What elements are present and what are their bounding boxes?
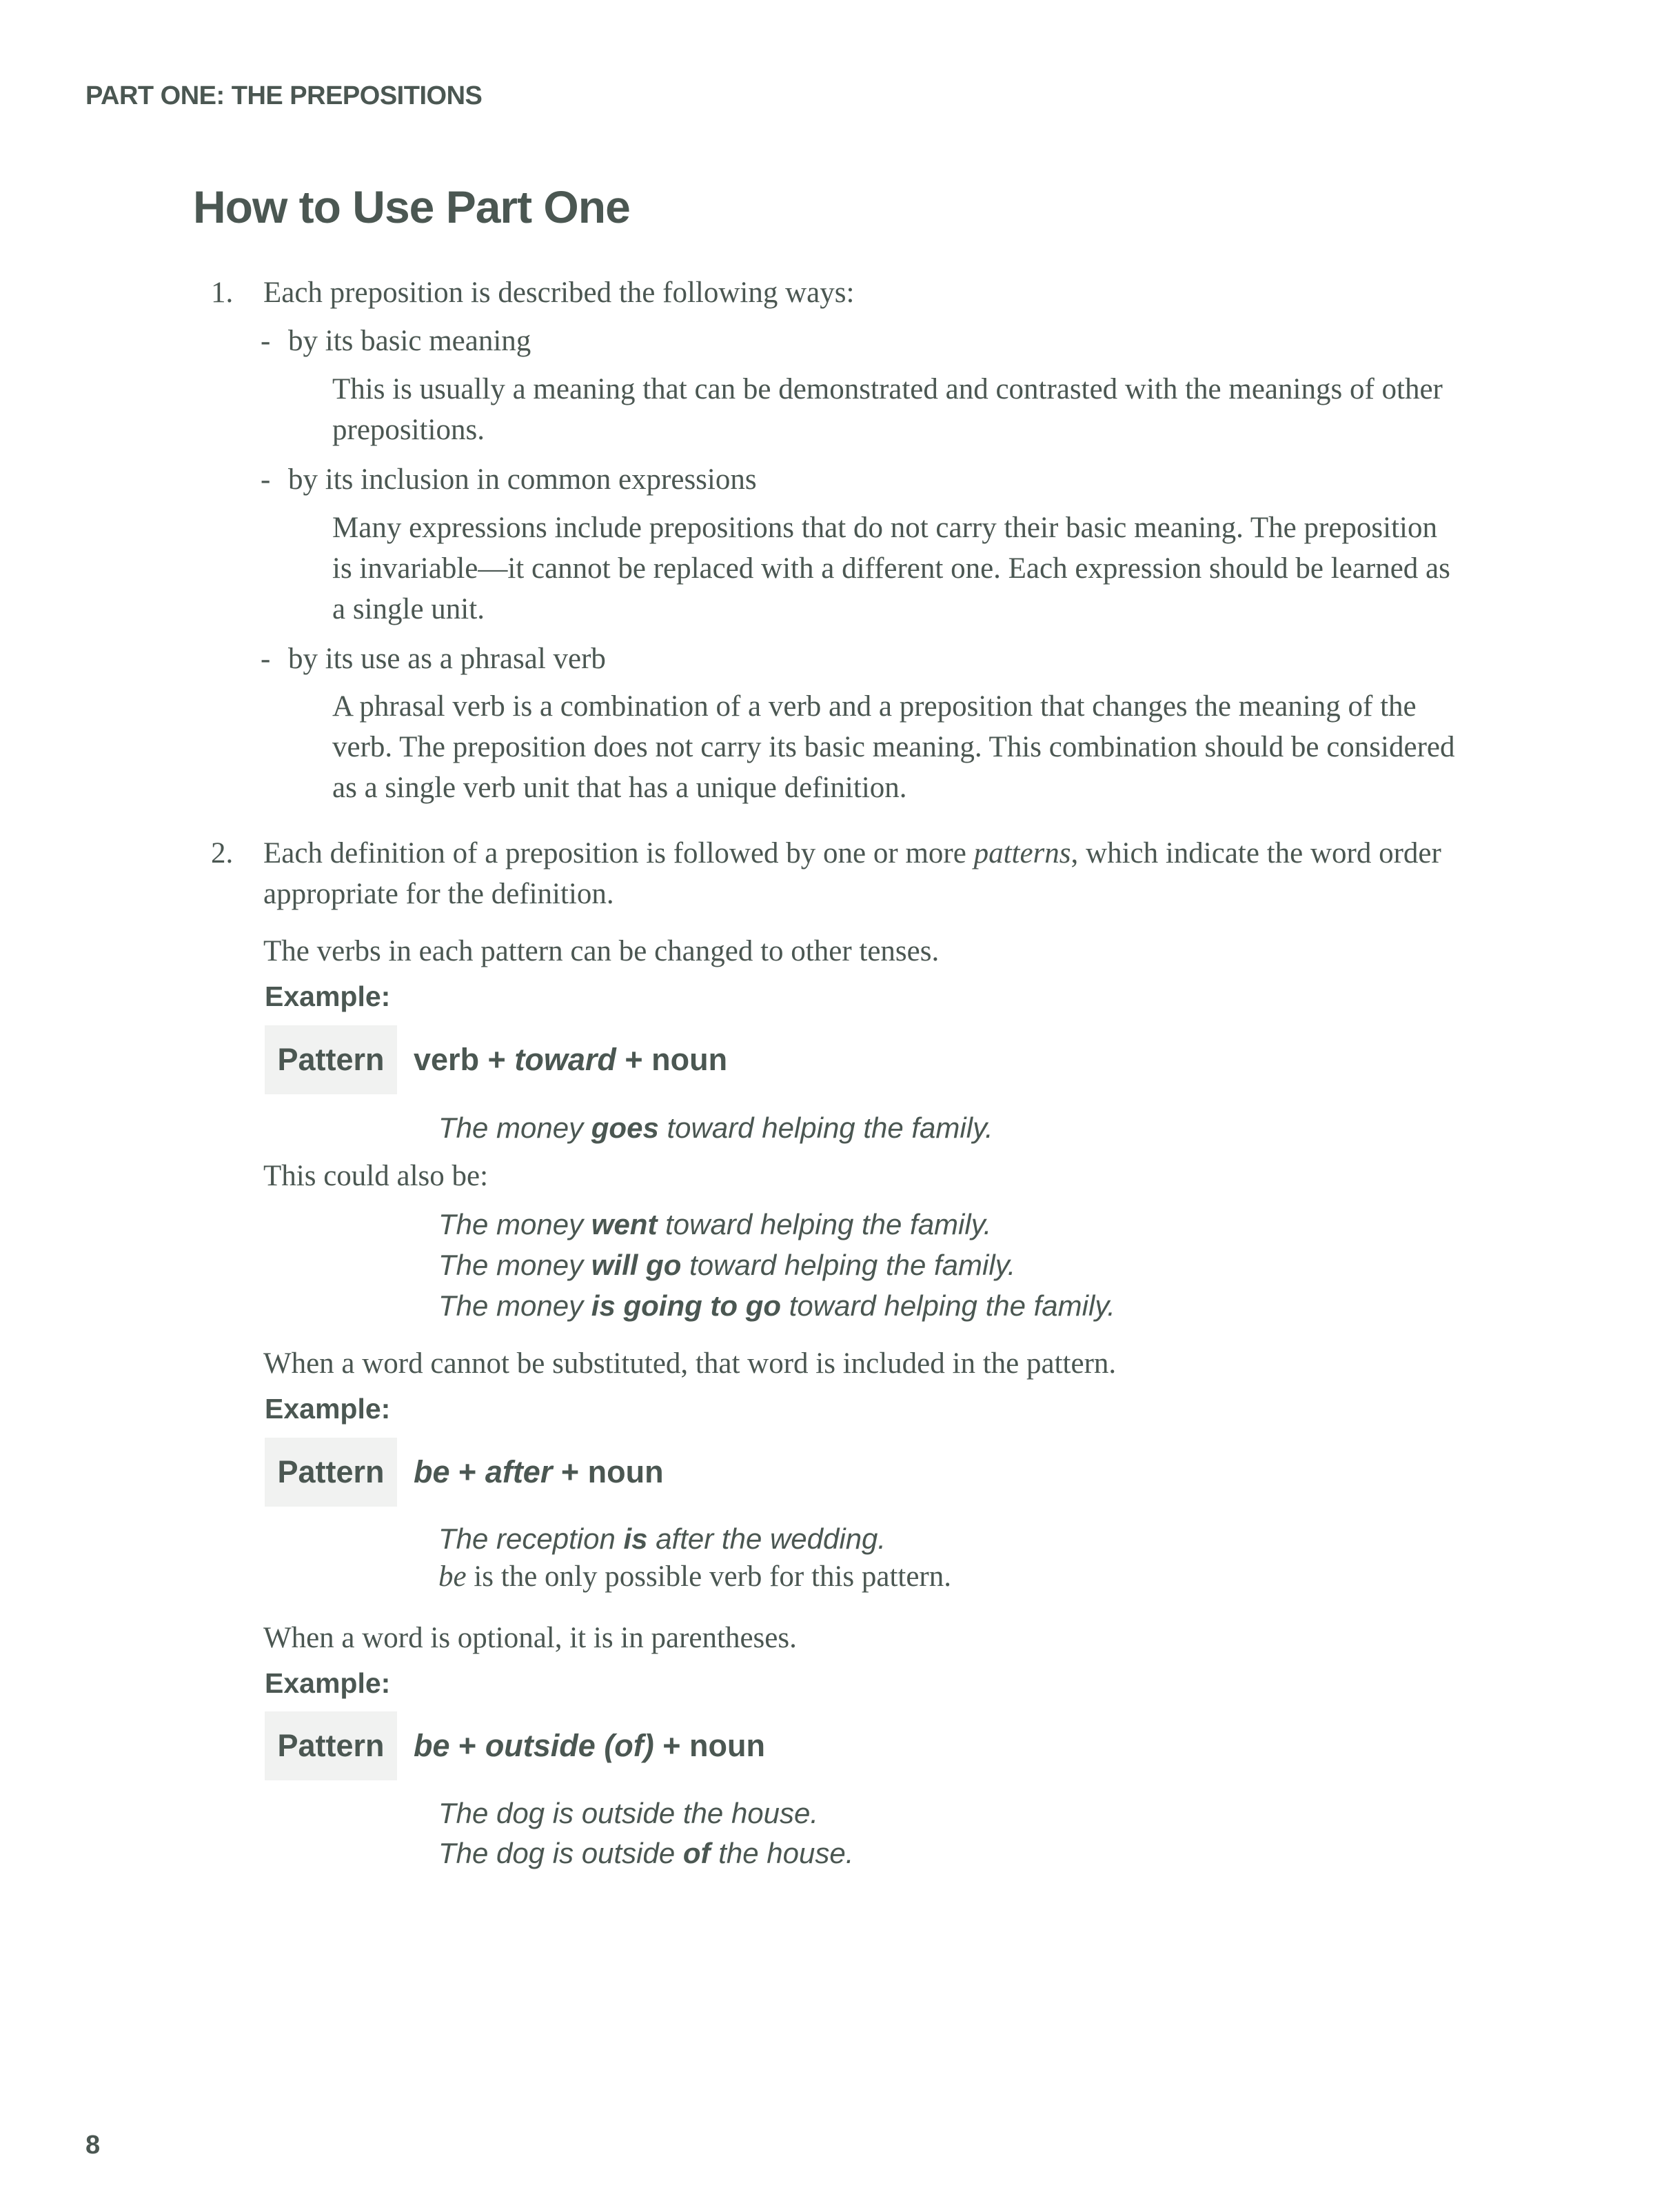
variant-sentence: The money went toward helping the family. xyxy=(438,1208,992,1240)
pattern-row-outside xyxy=(265,1711,765,1780)
pattern-formula: verb + toward + noun xyxy=(414,1042,728,1077)
example-label: Example: xyxy=(265,1667,391,1699)
pattern-label: Pattern xyxy=(265,1711,397,1780)
page-title: How to Use Part One xyxy=(193,181,630,232)
example-label: Example: xyxy=(265,981,391,1012)
variant-sentence: The money is going to go toward helping the family. xyxy=(438,1289,1115,1322)
page-number: 8 xyxy=(85,2131,101,2160)
pattern-label: Pattern xyxy=(265,1025,397,1094)
section-2-number: 2. xyxy=(211,837,234,869)
list-item-dash: - xyxy=(261,325,271,357)
pattern-formula: be + outside (of) + noun xyxy=(414,1728,766,1763)
section-2-intro: Each definition of a preposition is followed by one or more patterns, which indicate the word order appropriate for the definition. xyxy=(263,837,1441,910)
section-1-number: 1. xyxy=(211,276,234,309)
list-item-label-common-expressions: by its inclusion in common expressions xyxy=(288,463,757,496)
pattern-row-toward xyxy=(265,1025,727,1094)
list-item-desc-basic-meaning: This is usually a meaning that can be demonstrated and contrasted with the meanings of other prepositions. xyxy=(332,373,1443,446)
list-item-label-phrasal-verb: by its use as a phrasal verb xyxy=(288,643,606,675)
pattern-label: Pattern xyxy=(265,1438,397,1507)
variant-sentence: The money will go toward helping the family. xyxy=(438,1249,1016,1281)
pattern-formula: be + after + noun xyxy=(414,1454,664,1489)
example-sentence: The money goes toward helping the family. xyxy=(438,1112,993,1144)
list-item-desc-phrasal-verb: A phrasal verb is a combination of a verb and a preposition that changes the meaning of the verb. The preposition does not carry its basic meaning. This combination should be considered as a single verb unit that has a unique definition. xyxy=(332,690,1455,804)
example-label: Example: xyxy=(265,1393,391,1425)
substitution-note: When a word cannot be substituted, that word is included in the pattern. xyxy=(263,1347,1117,1380)
example-sentence: The reception is after the wedding. xyxy=(438,1522,886,1555)
term-patterns: patterns xyxy=(973,837,1071,869)
pattern-note: be is the only possible verb for this pattern. xyxy=(438,1560,952,1593)
list-item-dash: - xyxy=(261,463,271,496)
section-1-intro: Each preposition is described the following ways: xyxy=(263,276,855,309)
example-sentence: The dog is outside of the house. xyxy=(438,1837,854,1869)
running-head: PART ONE: THE PREPOSITIONS xyxy=(85,81,483,110)
pattern-row-after xyxy=(265,1438,664,1507)
also-label: This could also be: xyxy=(263,1160,489,1192)
list-item-label-basic-meaning: by its basic meaning xyxy=(288,325,531,357)
list-item-desc-common-expressions: Many expressions include prepositions that do not carry their basic meaning. The preposition is invariable—it cannot be replaced with a different one. Each expression should be learned as a single unit. xyxy=(332,512,1450,625)
list-item-dash: - xyxy=(261,643,271,675)
example-sentence: The dog is outside the house. xyxy=(438,1797,819,1829)
tenses-note: The verbs in each pattern can be changed to other tenses. xyxy=(263,935,940,967)
optional-note: When a word is optional, it is in parentheses. xyxy=(263,1622,797,1654)
